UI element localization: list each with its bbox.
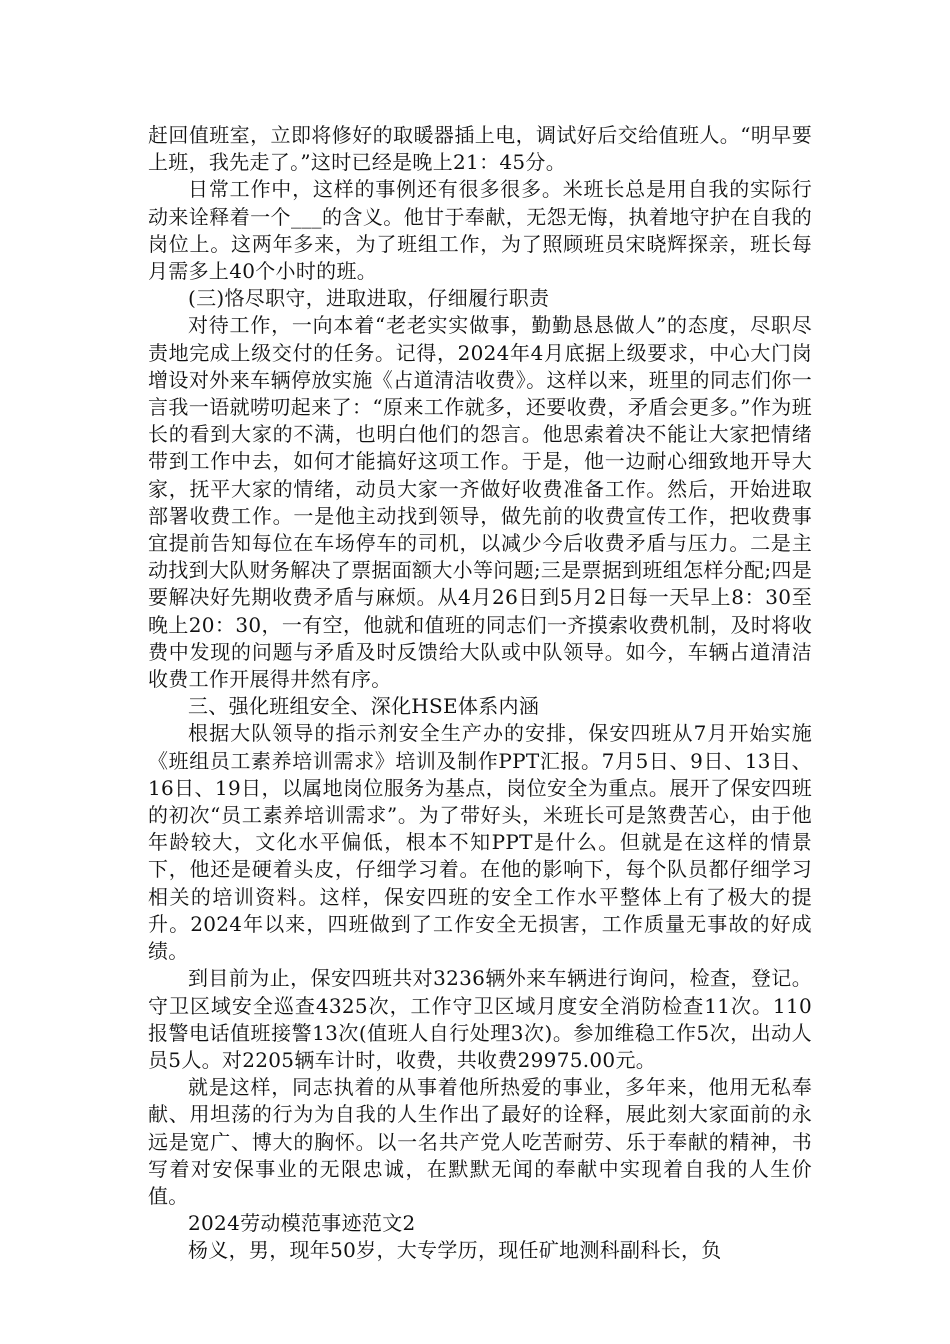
- paragraph-statistics: 到目前为止，保安四班共对3236辆外来车辆进行询问，检查，登记。守卫区域安全巡查4325次，工作守卫区域月度安全消防检查11次。110报警电话值班接警13次(值班人自行处理3次)。参加维稳工作5次，出动人员5人。对2205辆车计时，收费，共收费29975.00元。: [148, 966, 812, 1072]
- section-heading-hse: 三、强化班组安全、深化HSE体系内涵: [188, 694, 540, 719]
- paragraph-continuation: 赶回值班室，立即将修好的取暖器插上电，调试好后交给值班人。“明早要上班，我先走了。”这时已经是晚上21：45分。: [148, 123, 812, 175]
- section-heading-duty: (三)恪尽职守，进取进取，仔细履行职责: [188, 286, 550, 311]
- article-title-2: 2024劳动模范事迹范文2: [188, 1211, 416, 1236]
- paragraph-fee-collection: 对待工作，一向本着“老老实实做事，勤勤恳恳做人”的态度，尽职尽责地完成上级交付的任务。记得，2024年4月底据上级要求，中心大门岗增设对外来车辆停放实施《占道清洁收费》。这样以来，班里的同志们你一言我一语就唠叨起来了：“原来工作就多，还要收费，矛盾会更多。”作为班长的看到大家的不满，也明白他们的怨言。他思索着决不能让大家把情绪带到工作中去，如何才能搞好这项工作。于是，他一边耐心细致地开导大家，抚平大家的情绪，动员大家一齐做好收费准备工作。然后，开始进取部署收费工作。一是他主动找到领导，做先前的收费宣传工作，把收费事宜提前告知每位在车场停车的司机，以减少今后收费矛盾与压力。二是主动找到大队财务解决了票据面额大小等问题;三是票据到班组怎样分配;四是要解决好先期收费矛盾与麻烦。从4月26日到5月2日每一天早上8：30至晚上20：30，一有空，他就和值班的同志们一齐摸索收费机制，及时将收费中发现的问题与矛盾及时反馈给大队或中队领导。如今，车辆占道清洁收费工作开展得井然有序。: [148, 313, 812, 692]
- paragraph-summary: 就是这样，同志执着的从事着他所热爱的事业，多年来，他用无私奉献、用坦荡的行为为自我的人生作出了最好的诠释，展此刻大家面前的永远是宽广、博大的胸怀。以一名共产党人吃苦耐劳、乐于奉献的精神，书写着对安保事业的无限忠诚，在默默无闻的奉献中实现着自我的人生价值。: [148, 1075, 812, 1208]
- paragraph-daily-work: 日常工作中，这样的事例还有很多很多。米班长总是用自我的实际行动来诠释着一个___的含义。他甘于奉献，无怨无悔，执着地守护在自我的岗位上。这两年多来，为了班组工作，为了照顾班员宋晓辉探亲，班长每月需多上40个小时的班。: [148, 177, 812, 284]
- paragraph-yang-yi-intro: 杨义，男，现年50岁，大专学历，现任矿地测科副科长，负: [188, 1238, 722, 1263]
- document-body: [148, 122, 812, 1265]
- paragraph-training: 根据大队领导的指示剂安全生产办的安排，保安四班从7月开始实施《班组员工素养培训需求》培训及制作PPT汇报。7月5日、9日、13日、16日、19日，以属地岗位服务为基点，岗位安全为重点。展开了保安四班的初次“员工素养培训需求”。为了带好头，米班长可是煞费苦心，由于他年龄较大，文化水平偏低，根本不知PPT是什么。但就是在这样的情景下，他还是硬着头皮，仔细学习着。在他的影响下，每个队员都仔细学习相关的培训资料。这样，保安四班的安全工作水平整体上有了极大的提升。2024年以来，四班做到了工作安全无损害，工作质量无事故的好成绩。: [148, 721, 812, 964]
